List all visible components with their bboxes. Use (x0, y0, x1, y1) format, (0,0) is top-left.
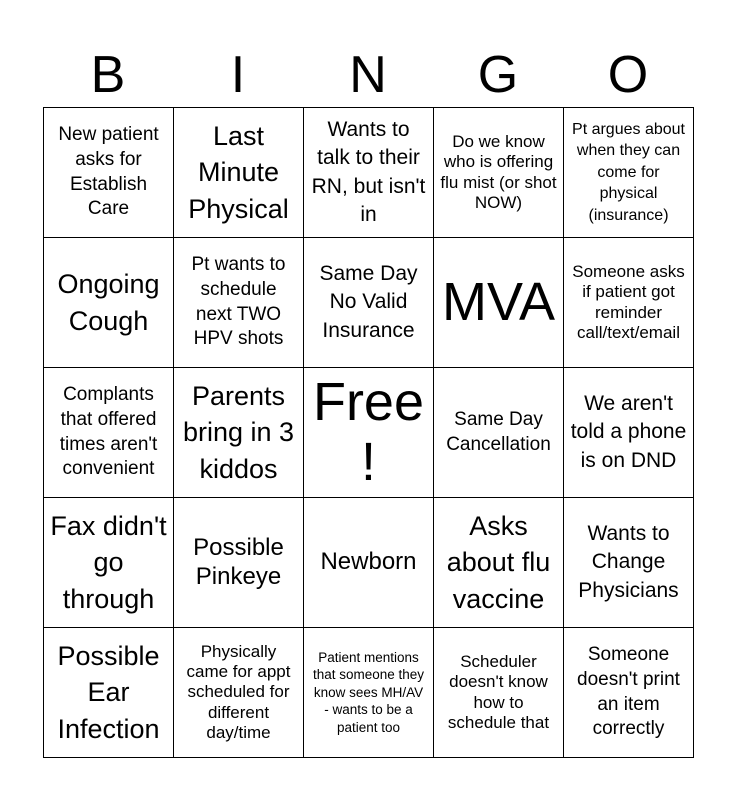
grid-row (44, 238, 694, 368)
header-letter-g: G (477, 46, 519, 104)
free-space-cell[interactable]: Free! (304, 368, 434, 498)
header-letter-n: N (349, 46, 387, 104)
bingo-cell[interactable]: Pt wants to schedule next TWO HPV shots (174, 238, 304, 368)
bingo-cell[interactable]: Physically came for appt scheduled for different day/time (174, 628, 304, 758)
bingo-cell[interactable]: Someone doesn't print an item correctly (564, 628, 694, 758)
bingo-cell[interactable]: Last Minute Physical (174, 108, 304, 238)
bingo-cell[interactable]: Fax didn't go through (44, 498, 174, 628)
grid-row (44, 498, 694, 628)
bingo-grid (43, 107, 694, 758)
bingo-cell[interactable]: Complants that offered times aren't convenient (44, 368, 174, 498)
bingo-cell[interactable]: Asks about flu vaccine (434, 498, 564, 628)
header-letter-o: O (607, 46, 649, 104)
bingo-cell[interactable]: Wants to talk to their RN, but isn't in (304, 108, 434, 238)
bingo-cell[interactable]: We aren't told a phone is on DND (564, 368, 694, 498)
bingo-cell[interactable]: MVA (434, 238, 564, 368)
bingo-cell[interactable]: Parents bring in 3 kiddos (174, 368, 304, 498)
bingo-cell[interactable]: Same Day No Valid Insurance (304, 238, 434, 368)
bingo-cell[interactable]: Wants to Change Physicians (564, 498, 694, 628)
bingo-cell[interactable]: Do we know who is offering flu mist (or shot NOW) (434, 108, 564, 238)
bingo-cell[interactable]: New patient asks for Establish Care (44, 108, 174, 238)
bingo-cell[interactable]: Scheduler doesn't know how to schedule that (434, 628, 564, 758)
bingo-cell[interactable]: Possible Pinkeye (174, 498, 304, 628)
grid-row (44, 368, 694, 498)
bingo-cell[interactable]: Possible Ear Infection (44, 628, 174, 758)
bingo-cell[interactable]: Someone asks if patient got reminder call/text/email (564, 238, 694, 368)
header-letter-b: B (90, 46, 126, 104)
header-letter-i: I (230, 46, 246, 104)
bingo-cell[interactable]: Pt argues about when they can come for physical (insurance) (564, 108, 694, 238)
bingo-cell[interactable]: Patient mentions that someone they know sees MH/AV - wants to be a patient too (304, 628, 434, 758)
bingo-cell[interactable]: Ongoing Cough (44, 238, 174, 368)
grid-row (44, 108, 694, 238)
bingo-cell[interactable]: Same Day Cancellation (434, 368, 564, 498)
bingo-header (43, 44, 693, 106)
bingo-cell[interactable]: Newborn (304, 498, 434, 628)
grid-row (44, 628, 694, 758)
